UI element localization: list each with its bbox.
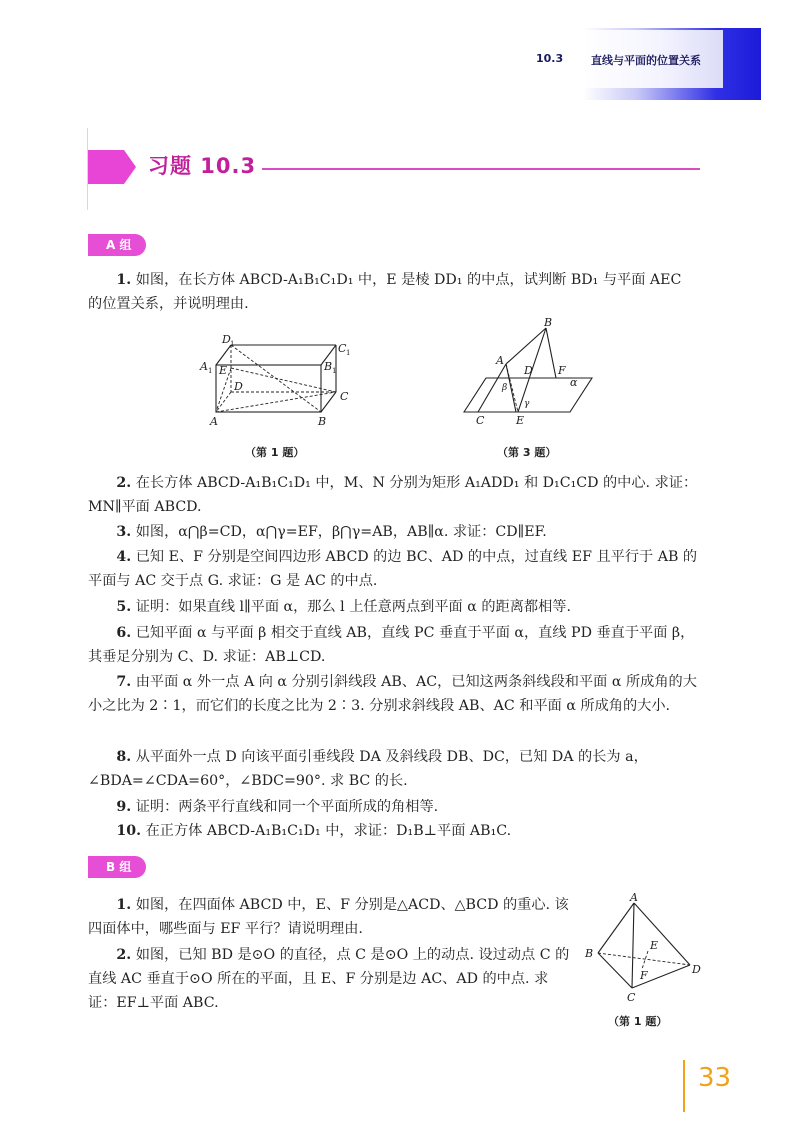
label-alpha: α (570, 376, 578, 389)
label-F: F (640, 969, 648, 982)
header-section-title: 直线与平面的位置关系 (591, 54, 701, 67)
a-exercise-3: 3. 如图，α⋂β=CD，α⋂γ=EF，β⋂γ=AB，AB∥α. 求证：CD∥EF. (116, 524, 547, 540)
group-b-tag: B 组 (88, 856, 146, 878)
label-C: C (627, 991, 636, 1004)
figure-cuboid (196, 330, 366, 435)
cuboid-front-face (216, 365, 321, 412)
label-D: D (234, 380, 243, 393)
figure-b1-caption: （第 1 题） (608, 1015, 668, 1028)
label-C: C (476, 414, 485, 427)
label-A: A (630, 893, 638, 904)
label-F: F (558, 364, 566, 377)
a-exercise-1: 1. 如图，在长方体 ABCD-A₁B₁C₁D₁ 中，E 是棱 DD₁ 的中点，试判断 BD₁ 与平面 AEC 的位置关系，并说明理由. (88, 272, 682, 312)
label-C: C (340, 390, 349, 403)
header-section-number: 10.3 (536, 52, 564, 65)
label-B: B (544, 318, 553, 329)
label-B1: B (324, 360, 333, 373)
svg-text:1: 1 (346, 349, 351, 357)
page-number-rule (683, 1060, 685, 1112)
figure-tetrahedron (582, 893, 707, 1008)
page-title: 习题 10.3 (148, 154, 257, 178)
figure-3-caption: （第 3 题） (497, 446, 557, 459)
label-E: E (516, 414, 525, 427)
a-exercise-10: 10. 在正方体 ABCD-A₁B₁C₁D₁ 中，求证：D₁B⊥平面 AB₁C. (116, 823, 512, 839)
a-exercise-8: 8. 从平面外一点 D 向该平面引垂线段 DA 及斜线段 DB、DC，已知 DA 的长为 a，∠BDA=∠CDA=60°，∠BDC=90°. 求 BC 的长. (88, 749, 648, 789)
left-margin-line (87, 128, 88, 210)
figure-1-caption: （第 1 题） (245, 446, 305, 459)
page-number: 33 (698, 1063, 732, 1093)
figure-planes (458, 318, 598, 428)
a-exercise-7: 7. 由平面 α 外一点 A 向 α 分别引斜线段 AB、AC，已知这两条斜线段和平面 α 所成角的大小之比为 2∶1，而它们的长度之比为 2∶3. 分别求斜线段 AB、AC 和平面 α 所成角的大小. (88, 674, 697, 714)
label-D1: D (222, 333, 231, 346)
section-flag-icon (88, 150, 136, 184)
a-exercise-4: 4. 已知 E、F 分别是空间四边形 ABCD 的边 BC、AD 的中点，过直线 EF 且平行于 AB 的平面与 AC 交于点 G. 求证：G 是 AC 的中点. (88, 549, 698, 589)
a-exercise-5: 5. 证明：如果直线 l∥平面 α，那么 l 上任意两点到平面 α 的距离都相等. (116, 599, 571, 615)
b-exercise-2: 2. 如图，已知 BD 是⊙O 的直径，点 C 是⊙O 上的动点. 设过动点 C 的直线 AC 垂直于⊙O 所在的平面，且 E、F 分别是边 AC、AD 的中点. 求证：EF⊥平面 ABC. (88, 947, 570, 1011)
label-beta: β (502, 383, 508, 393)
label-A: A (210, 415, 218, 428)
b-exercise-1: 1. 如图，在四面体 ABCD 中，E、F 分别是△ACD、△BCD 的重心. 该四面体中，哪些面与 EF 平行？请说明理由. (88, 897, 569, 937)
a-exercise-6: 6. 已知平面 α 与平面 β 相交于直线 AB，直线 PC 垂直于平面 α，直线 PD 垂直于平面 β，其垂足分别为 C、D. 求证：AB⊥CD. (88, 625, 695, 665)
svg-text:1: 1 (230, 340, 235, 348)
group-a-tag: A 组 (88, 234, 146, 256)
title-rule (262, 168, 700, 170)
label-gamma: γ (524, 399, 530, 409)
a-exercise-9: 9. 证明：两条平行直线和同一个平面所成的角相等. (116, 799, 439, 815)
label-C1: C (338, 342, 347, 355)
a-exercise-2: 2. 在长方体 ABCD-A₁B₁C₁D₁ 中，M、N 分别为矩形 A₁ADD₁ 和 D₁C₁CD 的中心. 求证：MN∥平面 ABCD. (88, 475, 698, 515)
label-D: D (524, 364, 533, 377)
label-E: E (219, 364, 228, 377)
svg-text:1: 1 (332, 367, 337, 375)
label-A1: A (200, 360, 208, 373)
label-D: D (692, 963, 701, 976)
label-B: B (585, 947, 594, 960)
label-E: E (650, 939, 659, 952)
svg-text:1: 1 (208, 367, 213, 375)
label-A: A (496, 354, 504, 367)
label-B: B (318, 415, 327, 428)
